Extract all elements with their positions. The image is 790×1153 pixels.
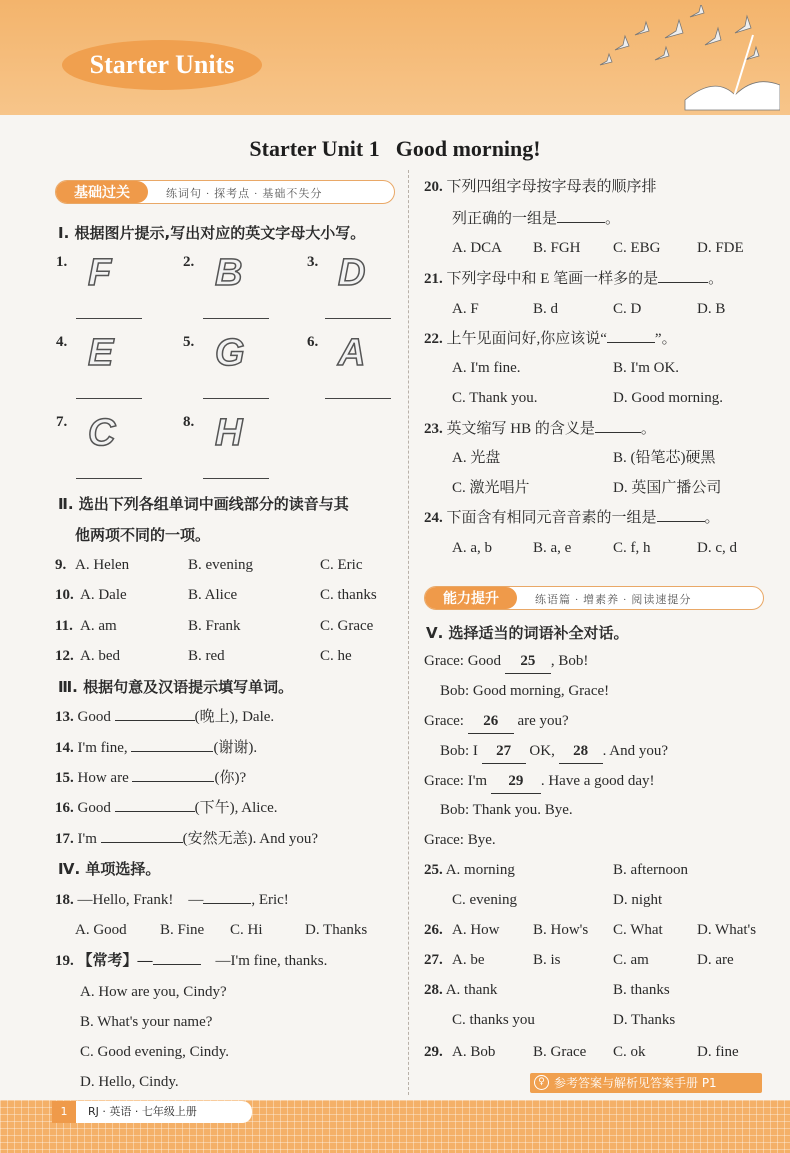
question-row	[55, 705, 274, 729]
option: C. Thank you.	[452, 390, 538, 406]
item-number: 20.	[424, 179, 443, 195]
options-row	[452, 536, 782, 560]
option: A. I'm fine.	[452, 360, 521, 376]
dialog-text: . And you?	[602, 743, 669, 759]
question-row	[55, 766, 246, 790]
option: D. c, d	[697, 540, 737, 556]
question-row	[424, 506, 720, 530]
question-row	[424, 1040, 784, 1064]
answer-note: 参考答案与解析见答案手册 P1	[554, 1076, 717, 1090]
punct: 。	[704, 510, 720, 526]
dialog-line	[424, 649, 588, 673]
hint: (你)?	[214, 770, 247, 786]
question-row	[55, 614, 405, 638]
option: C. am	[613, 952, 649, 968]
question-row	[424, 417, 656, 441]
option: B. Frank	[188, 618, 241, 634]
question-row	[424, 858, 515, 882]
column-divider	[408, 170, 409, 1095]
badge-title: 能力提升	[425, 587, 517, 609]
item-number: 22.	[424, 331, 443, 347]
question-row	[424, 948, 784, 972]
lightbulb-icon: ♀	[534, 1075, 549, 1090]
answer-line	[76, 478, 142, 479]
item-number: 13.	[55, 709, 74, 725]
letter-picture: D	[338, 252, 366, 294]
q1-heading: Ⅰ. 根据图片提示,写出对应的英文字母大小写。	[58, 224, 366, 242]
item-number: 19.	[55, 953, 74, 969]
option: D. What's	[697, 922, 757, 938]
item-number: 16.	[55, 800, 74, 816]
item-number: 10.	[55, 587, 74, 603]
option: A. DCA	[452, 240, 503, 256]
badge-subtitle: 练词句 · 探考点 · 基础不失分	[166, 188, 323, 200]
question-row	[424, 267, 723, 291]
item-number: 12.	[55, 648, 74, 664]
question-row	[424, 978, 497, 1002]
option: B. (铅笔芯)硬黑	[613, 450, 716, 466]
fill-blank[interactable]	[557, 207, 605, 223]
letter-picture: B	[215, 252, 243, 294]
question-text: 下列四组字母按字母表的顺序排	[446, 179, 657, 195]
option: C. Eric	[320, 557, 363, 573]
prefix: I'm	[77, 831, 97, 847]
section-badge-advanced	[424, 586, 764, 610]
answer-line	[325, 318, 391, 319]
fill-blank[interactable]	[131, 736, 213, 752]
question-row	[55, 583, 405, 607]
question-row	[55, 888, 289, 912]
option: D. Thanks	[613, 1012, 676, 1028]
item-number: 8.	[183, 414, 195, 430]
question-text: —Hello, Frank! —	[77, 892, 204, 908]
option: A. Good	[75, 922, 127, 938]
unit-name: Good morning!	[395, 136, 541, 161]
item-number: 2.	[183, 254, 195, 270]
item-number: 26.	[424, 922, 443, 938]
dialog-text: are you?	[513, 713, 569, 729]
option: A. 光盘	[452, 450, 501, 466]
option: A. morning	[445, 862, 515, 878]
question-row	[55, 553, 405, 577]
answer-line	[325, 398, 391, 399]
item-number: 4.	[56, 334, 68, 350]
option: D. 英国广播公司	[613, 480, 722, 496]
fill-blank[interactable]	[115, 796, 195, 812]
option: C. 激光唱片	[452, 480, 530, 496]
option: B. How's	[533, 922, 589, 938]
item-number: 28.	[424, 982, 443, 998]
option: B. evening	[188, 557, 253, 573]
book-info: RJ · 英语 · 七年级上册	[88, 1105, 197, 1118]
fill-blank[interactable]	[132, 766, 214, 782]
answer-reference-banner	[530, 1073, 762, 1093]
letter-picture: C	[88, 412, 116, 454]
hint: (安然无恙). And you?	[182, 831, 319, 847]
item-number: 1.	[56, 254, 68, 270]
question-text: 上午见面问好,你应该说“	[446, 331, 607, 347]
page-number: 1	[52, 1101, 76, 1123]
option: C. What	[613, 922, 663, 938]
option: B. Grace	[533, 1044, 587, 1060]
item-number: 7.	[56, 414, 68, 430]
fill-blank[interactable]	[595, 417, 641, 433]
hint: (晚上), Dale.	[194, 709, 275, 725]
option: C. f, h	[613, 540, 651, 556]
question-row	[55, 827, 318, 851]
fill-blank[interactable]	[101, 827, 183, 843]
badge-title: 基础过关	[56, 181, 148, 203]
option: D. Good morning.	[613, 390, 723, 406]
footer-tab	[52, 1101, 252, 1123]
q5-heading: Ⅴ. 选择适当的词语补全对话。	[426, 624, 629, 642]
option: C. Good evening, Cindy.	[80, 1044, 230, 1060]
dialog-text: , Bob!	[550, 653, 589, 669]
dialog-text: OK,	[525, 743, 559, 759]
question-text: , Eric!	[251, 892, 289, 908]
prefix: How are	[77, 770, 129, 786]
option: B. a, e	[533, 540, 572, 556]
letter-picture: F	[88, 252, 112, 294]
dialog-line	[424, 709, 569, 733]
option: A. How	[452, 922, 500, 938]
option: B. is	[533, 952, 561, 968]
option: D. Hello, Cindy.	[80, 1074, 179, 1090]
question-text: 【常考】—	[77, 953, 153, 969]
option: D. night	[613, 892, 663, 908]
option: C. EBG	[613, 240, 661, 256]
fill-blank[interactable]	[153, 949, 201, 965]
page-title	[0, 136, 790, 162]
dialog-line: Grace: Bye.	[424, 832, 496, 848]
item-number: 14.	[55, 740, 74, 756]
option: B. afternoon	[613, 862, 688, 878]
question-row	[55, 796, 278, 820]
option: A. Dale	[80, 587, 127, 603]
item-number: 25.	[424, 862, 443, 878]
question-text: —I'm fine, thanks.	[215, 953, 328, 969]
option: C. D	[613, 301, 642, 317]
q2-heading: Ⅱ. 选出下列各组单词中画线部分的读音与其	[58, 495, 349, 513]
item-number: 17.	[55, 831, 74, 847]
question-row	[424, 918, 784, 942]
question-text: 列正确的一组是	[452, 211, 558, 227]
dialog-line: Bob: Good morning, Grace!	[440, 683, 610, 699]
question-row	[424, 175, 657, 199]
hint: (下午), Alice.	[194, 800, 278, 816]
dialog-text: Bob: I	[440, 743, 482, 759]
option: B. I'm OK.	[613, 360, 680, 376]
option: C. evening	[452, 892, 517, 908]
options-row	[55, 918, 405, 942]
option: D. FDE	[697, 240, 744, 256]
punct: 。	[708, 271, 724, 287]
hint: (谢谢).	[213, 740, 258, 756]
answer-line	[203, 398, 269, 399]
letter-picture: E	[88, 332, 114, 374]
option: C. Grace	[320, 618, 374, 634]
item-number: 6.	[307, 334, 319, 350]
punct: ”。	[654, 331, 677, 347]
letter-picture: G	[215, 332, 245, 374]
question-row	[452, 207, 620, 231]
item-number: 3.	[307, 254, 319, 270]
fill-blank[interactable]	[203, 888, 251, 904]
option: A. am	[80, 618, 117, 634]
fill-blank[interactable]	[607, 327, 655, 343]
fill-blank[interactable]	[658, 267, 708, 283]
option: B. d	[533, 301, 559, 317]
option: B. Alice	[188, 587, 238, 603]
prefix: Good	[77, 800, 111, 816]
letter-picture: A	[338, 332, 366, 374]
prefix: I'm fine,	[77, 740, 128, 756]
dialog-line	[424, 769, 655, 793]
item-number: 15.	[55, 770, 74, 786]
option: A. thank	[445, 982, 498, 998]
question-row	[55, 949, 327, 973]
option: C. thanks you	[452, 1012, 535, 1028]
option: A. Bob	[452, 1044, 496, 1060]
numbered-blank[interactable]: 26	[468, 709, 514, 734]
option: C. he	[320, 648, 352, 664]
option: D. fine	[697, 1044, 739, 1060]
prefix: Good	[77, 709, 111, 725]
question-text: 下列字母中和 E 笔画一样多的是	[446, 271, 659, 287]
question-row	[424, 327, 677, 351]
punct: 。	[605, 211, 621, 227]
item-number: 27.	[424, 952, 443, 968]
dialog-text: . Have a good day!	[540, 773, 655, 789]
question-text: 英文缩写 HB 的含义是	[446, 421, 595, 437]
item-number: 18.	[55, 892, 74, 908]
item-number: 23.	[424, 421, 443, 437]
badge-subtitle: 练语篇 · 增素养 · 阅读速提分	[535, 594, 692, 606]
q2-heading-cont: 他两项不同的一项。	[75, 526, 211, 544]
option: C. Hi	[230, 922, 263, 938]
option: D. are	[697, 952, 734, 968]
numbered-blank[interactable]: 25	[505, 649, 551, 674]
item-number: 24.	[424, 510, 443, 526]
option: A. F	[452, 301, 479, 317]
answer-line	[76, 318, 142, 319]
numbered-blank[interactable]: 29	[491, 769, 541, 794]
option: A. bed	[80, 648, 120, 664]
question-row	[55, 644, 405, 668]
question-text: 下面含有相同元音音素的一组是	[446, 510, 657, 526]
dialog-line: Bob: Thank you. Bye.	[440, 802, 573, 818]
option: A. Helen	[75, 557, 130, 573]
option: B. red	[188, 648, 225, 664]
item-number: 11.	[55, 618, 73, 634]
options-row	[452, 297, 782, 321]
option: B. thanks	[613, 982, 670, 998]
option: D. B	[697, 301, 726, 317]
unit-number: Starter Unit 1	[249, 136, 380, 161]
option: A. a, b	[452, 540, 492, 556]
option: B. FGH	[533, 240, 581, 256]
item-number: 9.	[55, 557, 67, 573]
dialog-text: Grace: Good	[424, 653, 505, 669]
numbered-blank[interactable]: 27	[482, 739, 526, 764]
dialog-text: Grace:	[424, 713, 468, 729]
q4-heading: Ⅳ. 单项选择。	[58, 860, 161, 878]
dialog-line	[440, 739, 668, 763]
question-row	[55, 736, 257, 760]
option: B. What's your name?	[80, 1014, 213, 1030]
answer-line	[203, 478, 269, 479]
item-number: 5.	[183, 334, 195, 350]
header-band	[0, 0, 790, 115]
option: B. Fine	[160, 922, 205, 938]
fill-blank[interactable]	[115, 705, 195, 721]
letter-picture: H	[215, 412, 243, 454]
item-number: 29.	[424, 1044, 443, 1060]
item-number: 21.	[424, 271, 443, 287]
option: C. thanks	[320, 587, 377, 603]
answer-line	[203, 318, 269, 319]
q3-heading: Ⅲ. 根据句意及汉语提示填写单词。	[58, 678, 294, 696]
unit-label: Starter Units	[62, 40, 262, 90]
options-row	[452, 236, 782, 260]
option: D. Thanks	[305, 922, 368, 938]
option: A. be	[452, 952, 485, 968]
option: C. ok	[613, 1044, 646, 1060]
dialog-text: Grace: I'm	[424, 773, 491, 789]
fill-blank[interactable]	[657, 506, 705, 522]
book-birds-illustration	[595, 5, 780, 113]
punct: 。	[640, 421, 656, 437]
answer-line	[76, 398, 142, 399]
numbered-blank[interactable]: 28	[559, 739, 603, 764]
section-badge-basic	[55, 180, 395, 204]
option: A. How are you, Cindy?	[80, 984, 227, 1000]
